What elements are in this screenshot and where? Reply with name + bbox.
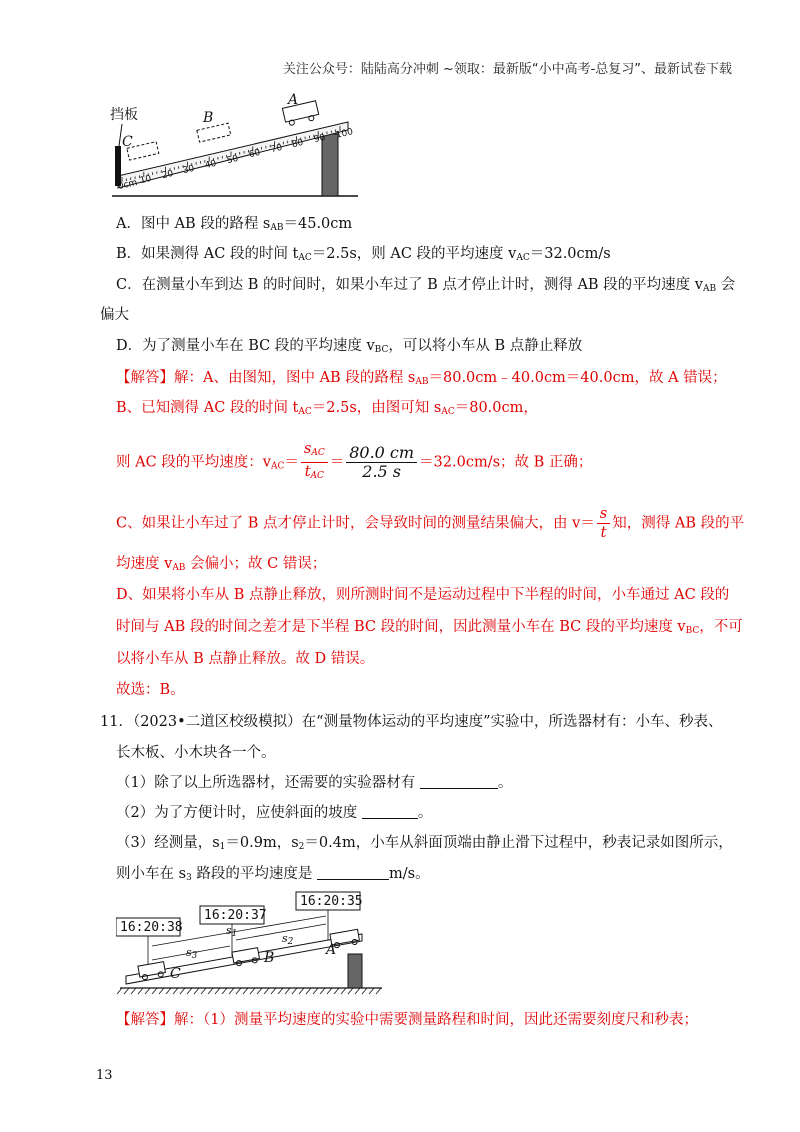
ground-hatch [376,988,381,994]
answer2-line1: 【解答】解：（1）测量平均速度的实验中需要测量路程和时间，因此还需要刻度尺和秒表； [116,1012,698,1028]
answer1-line9: 故选：B。 [116,682,185,698]
ground-hatch [117,988,122,994]
q11-part3: （3）经测量，$s_1=0.9m$，$s_2=0.4m$，小车从斜面顶端由静止滑下过程中，秒表记录如图所示， [116,835,733,852]
label2-c: C [170,966,181,982]
ground-hatch [187,988,192,994]
option-b: B．如果测得 AC 段的时间 $t_{AC}=2.5s$，则 AC 段的平均速度 $v_{AC}=32.0cm/s$ [116,246,611,263]
ground-hatch [152,988,157,994]
answer1-line8: 以将小车从 B 点静止释放。故 D 错误。 [116,651,375,667]
ground-hatch [285,988,290,994]
q11-part1: （1）除了以上所选器材，还需要的实验器材有 。 [116,775,513,791]
ruler-tick-label: 0cm [117,177,139,193]
ground-hatch [362,988,367,994]
ground-hatch [173,988,178,994]
ruler-tick-label: 60 [247,148,262,161]
answer1-line3: 则 AC 段的平均速度：$v_{AC}=$ $\frac{s_{AC}}{t_{AC}}$ ＝ $\frac{80.0 cm}{2.5 s}$ ＝32.0cm/s；故 B 正确； [116,440,592,487]
ground-hatch [320,988,325,994]
ground-hatch [180,988,185,994]
ground-hatch [306,988,311,994]
ground-hatch [208,988,213,994]
ruler-tick-label: 100 [335,127,355,141]
label2-a: A [326,942,337,958]
label-b: B [203,110,214,126]
ground-hatch [334,988,339,994]
label-s2: $s_2$ [282,932,294,947]
ground-hatch [257,988,262,994]
ground-hatch [131,988,136,994]
ground-hatch [201,988,206,994]
ruler-tick-label: 30 [182,163,196,176]
ground-hatch [250,988,255,994]
ground-hatch [264,988,269,994]
page-header: 关注公众号：陆陆高分冲刺 ~领取：最新版“小中高考-总复习”、最新试卷下载 [282,62,732,77]
label-c: C [122,134,133,150]
ruler-tick-label: 50 [226,153,240,166]
answer-blank-3[interactable] [317,865,389,880]
q11-line1: 11．（2023•二道区校级模拟）在“测量物体运动的平均速度”实验中，所选器材有：小车、秒表、 [100,714,723,730]
q11-line2: 长木板、小木块各一个。 [116,745,276,761]
ruler-tick-label: 80 [291,138,305,151]
ruler-tick-label: 70 [269,143,284,156]
answer1-line1: 【解答】解：A、由图知，图中 AB 段的路程 $s_{AB}=80.0cm﹣40.0cm=40.0cm$，故 A 错误； [116,370,727,387]
ground-hatch [194,988,199,994]
option-c-line2: 偏大 [100,307,129,323]
ground-hatch [271,988,276,994]
ground-hatch [243,988,248,994]
ruler-tick-label: 40 [204,158,218,171]
page-number: 13 [96,1068,113,1083]
ruler-tick-label: 20 [160,168,175,181]
ground-hatch [236,988,241,994]
option-c: C．在测量小车到达 B 的时间时，如果小车过了 B 点才停止计时，测得 AB 段的平均速度 $v_{AB}$ 会 [116,277,736,294]
ground-hatch [369,988,374,994]
ground-hatch [145,988,150,994]
label-dangban: 挡板 [110,107,138,123]
fraction-v: $\frac{s}{t}$ [597,505,610,542]
ground-hatch [229,988,234,994]
answer1-line5: 均速度 $v_{AB}$ 会偏小；故 C 错误； [116,556,327,573]
ground-hatch [341,988,346,994]
answer1-line7: 时间与 AB 段的时间之差才是下半程 BC 段的时间，因此测量小车在 BC 段的平均速度 $v_{BC}$，不可 [116,619,743,636]
ruler-tick-label: 90 [313,132,327,146]
ground-hatch [348,988,353,994]
ruler-tick-label: 10 [138,173,153,187]
timer-b: 16:20:37 [204,908,267,923]
answer1-line4: C、如果让小车过了 B 点才停止计时，会导致时间的测量结果偏大，由 v＝ $\frac{s}{t}$ 知，测得 AB 段的平 [116,506,745,541]
ground-hatch [299,988,304,994]
option-a: A．图中 AB 段的路程 $s_{AB}=45.0cm$ [116,216,353,233]
incline-ruler-figure [108,92,368,202]
fraction-values: $\frac{80.0 cm}{2.5 s}$ [346,444,417,481]
answer-blank-2[interactable] [362,804,418,819]
ground-hatch [124,988,129,994]
label-a: A [288,92,299,108]
ground-hatch [355,988,360,994]
answer1-line2: B、已知测得 AC 段的时间 $t_{AC}=2.5s$，由图可知 $s_{AC}=80.0cm$， [116,400,538,417]
ground-hatch [166,988,171,994]
ground-hatch [327,988,332,994]
timer-c: 16:20:38 [120,920,183,935]
timer-a: 16:20:35 [300,894,363,909]
label2-b: B [264,950,275,966]
ground-hatch [215,988,220,994]
answer1-line6: D、如果将小车从 B 点静止释放，则所测时间不是运动过程中下半程的时间，小车通过 AC 段的 [116,587,730,603]
ground-hatch [222,988,227,994]
option-d: D．为了测量小车在 BC 段的平均速度 $v_{BC}$，可以将小车从 B 点静止释放 [116,338,583,355]
answer-blank-1[interactable] [420,774,498,789]
ground-hatch [292,988,297,994]
label-s1: $s_1$ [226,924,238,939]
ground-hatch [159,988,164,994]
q11-part3-line2: 则小车在 $s_3$ 路段的平均速度是 m/s。 [116,866,430,883]
q11-part2: （2）为了方便计时，应使斜面的坡度 。 [116,805,433,821]
fraction-s-over-t: $\frac{s_{AC}}{t_{AC}}$ [301,440,328,485]
ground-hatch [313,988,318,994]
ground-hatch [278,988,283,994]
label-s3: $s_3$ [186,946,198,961]
ground-hatch [138,988,143,994]
